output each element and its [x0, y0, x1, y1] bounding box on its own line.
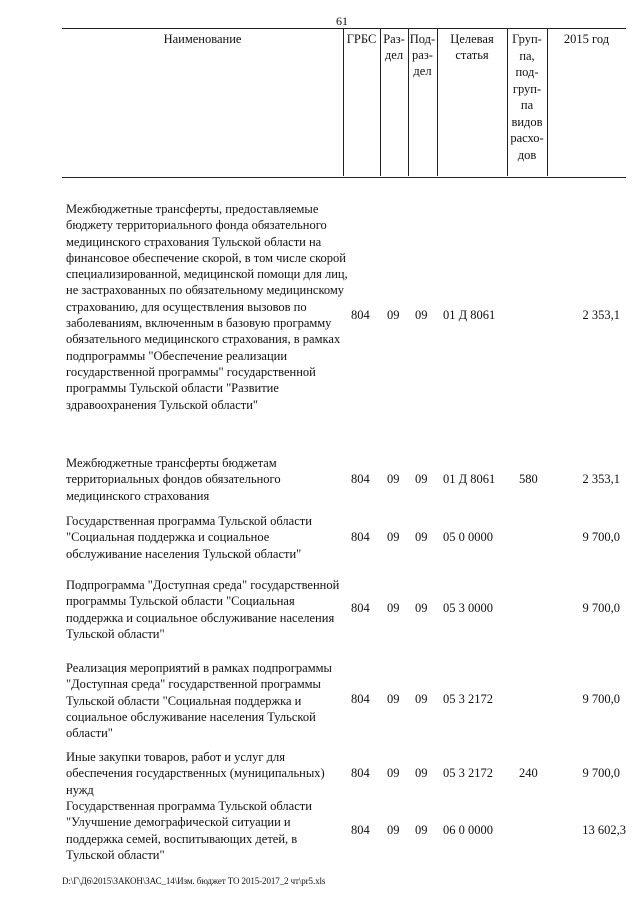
table-row-name: Государственная программа Тульской области "Улучшение демографической ситуации и поддержка семей, воспитывающих детей, в Тульской области" — [66, 799, 312, 862]
cell-amount: 2 353,1 — [582, 472, 620, 486]
table-row-name: Межбюджетные трансферты, предоставляемые бюджету территориального фонда обязательного медицинского страхования Тульской области на финансовое обеспечение скорой, в том числе скорой специализированной, медицинской помощи для лиц, не застрахованных по обязательному медицинскому страхованию, для осуществления вызовов по заболеваниям, включенным в базовую программу обязательного медицинского страхования, в рамках подпрограммы "Обеспечение реализации государственной программы" государственной программы Тульской области "Развитие здравоохранения Тульской области" — [66, 202, 348, 412]
cell-vr: 580 — [519, 472, 538, 486]
cell-amount: 2 353,1 — [582, 308, 620, 322]
cell-grbs: 804 — [351, 530, 370, 544]
cell-grbs: 804 — [351, 472, 370, 486]
cell-podrazdel: 09 — [415, 692, 428, 706]
cell-tselevaya: 05 3 0000 — [443, 601, 493, 615]
header-year: 2015 год — [563, 32, 610, 46]
cell-grbs: 804 — [351, 766, 370, 780]
cell-tselevaya: 05 3 2172 — [443, 692, 493, 706]
table-row-name: Государственная программа Тульской области "Социальная поддержка и социальное обслуживание населения Тульской области" — [66, 514, 312, 561]
cell-tselevaya: 05 3 2172 — [443, 766, 493, 780]
header-gruppa: Груп- па, под- груп- па видов расхо- дов — [510, 32, 544, 162]
cell-podrazdel: 09 — [415, 823, 428, 837]
cell-podrazdel: 09 — [415, 601, 428, 615]
cell-podrazdel: 09 — [415, 472, 428, 486]
cell-tselevaya: 05 0 0000 — [443, 530, 493, 544]
cell-amount: 9 700,0 — [582, 601, 620, 615]
cell-razdel: 09 — [387, 308, 400, 322]
cell-amount: 13 602,3 — [582, 823, 626, 837]
cell-razdel: 09 — [387, 823, 400, 837]
cell-grbs: 804 — [351, 308, 370, 322]
table-row-name: Подпрограмма "Доступная среда" государственной программы Тульской области "Социальная поддержка и социальное обслуживание населения Тульской области" — [66, 578, 340, 641]
divider — [343, 28, 344, 176]
table-row-name: Реализация мероприятий в рамках подпрограммы "Доступная среда" государственной программы Тульской области "Социальная поддержка и социальное обслуживание населения Тульской области" — [66, 661, 332, 741]
header-tselevaya-statya: Целевая статья — [450, 32, 494, 62]
table-row-name: Межбюджетные трансферты бюджетам территориальных фондов обязательного медицинского страхования — [66, 456, 281, 503]
table-row-name: Иные закупки товаров, работ и услуг для обеспечения государственных (муниципальных) нужд — [66, 750, 325, 797]
cell-podrazdel: 09 — [415, 530, 428, 544]
cell-grbs: 804 — [351, 601, 370, 615]
cell-tselevaya: 01 Д 8061 — [443, 472, 496, 486]
cell-tselevaya: 01 Д 8061 — [443, 308, 496, 322]
cell-amount: 9 700,0 — [582, 530, 620, 544]
cell-razdel: 09 — [387, 601, 400, 615]
cell-amount: 9 700,0 — [582, 766, 620, 780]
cell-podrazdel: 09 — [415, 766, 428, 780]
header-podrazdel: Под- раз- дел — [409, 32, 436, 78]
cell-vr: 240 — [519, 766, 538, 780]
divider — [547, 28, 548, 176]
cell-razdel: 09 — [387, 530, 400, 544]
cell-razdel: 09 — [387, 472, 400, 486]
header-name: Наименование — [163, 32, 242, 46]
cell-razdel: 09 — [387, 766, 400, 780]
cell-tselevaya: 06 0 0000 — [443, 823, 493, 837]
cell-grbs: 804 — [351, 823, 370, 837]
cell-amount: 9 700,0 — [582, 692, 620, 706]
header-grbs: ГРБС — [346, 32, 377, 46]
cell-razdel: 09 — [387, 692, 400, 706]
cell-grbs: 804 — [351, 692, 370, 706]
page-number: 61 — [336, 14, 348, 28]
header-razdel: Раз- дел — [383, 32, 405, 62]
file-path-footer: D:\Г\Д6\2015\ЗАКОН\ЗАС_14\Изм. бюджет ТО 2015-2017_2 чт\pr5.xls — [62, 876, 326, 886]
cell-podrazdel: 09 — [415, 308, 428, 322]
